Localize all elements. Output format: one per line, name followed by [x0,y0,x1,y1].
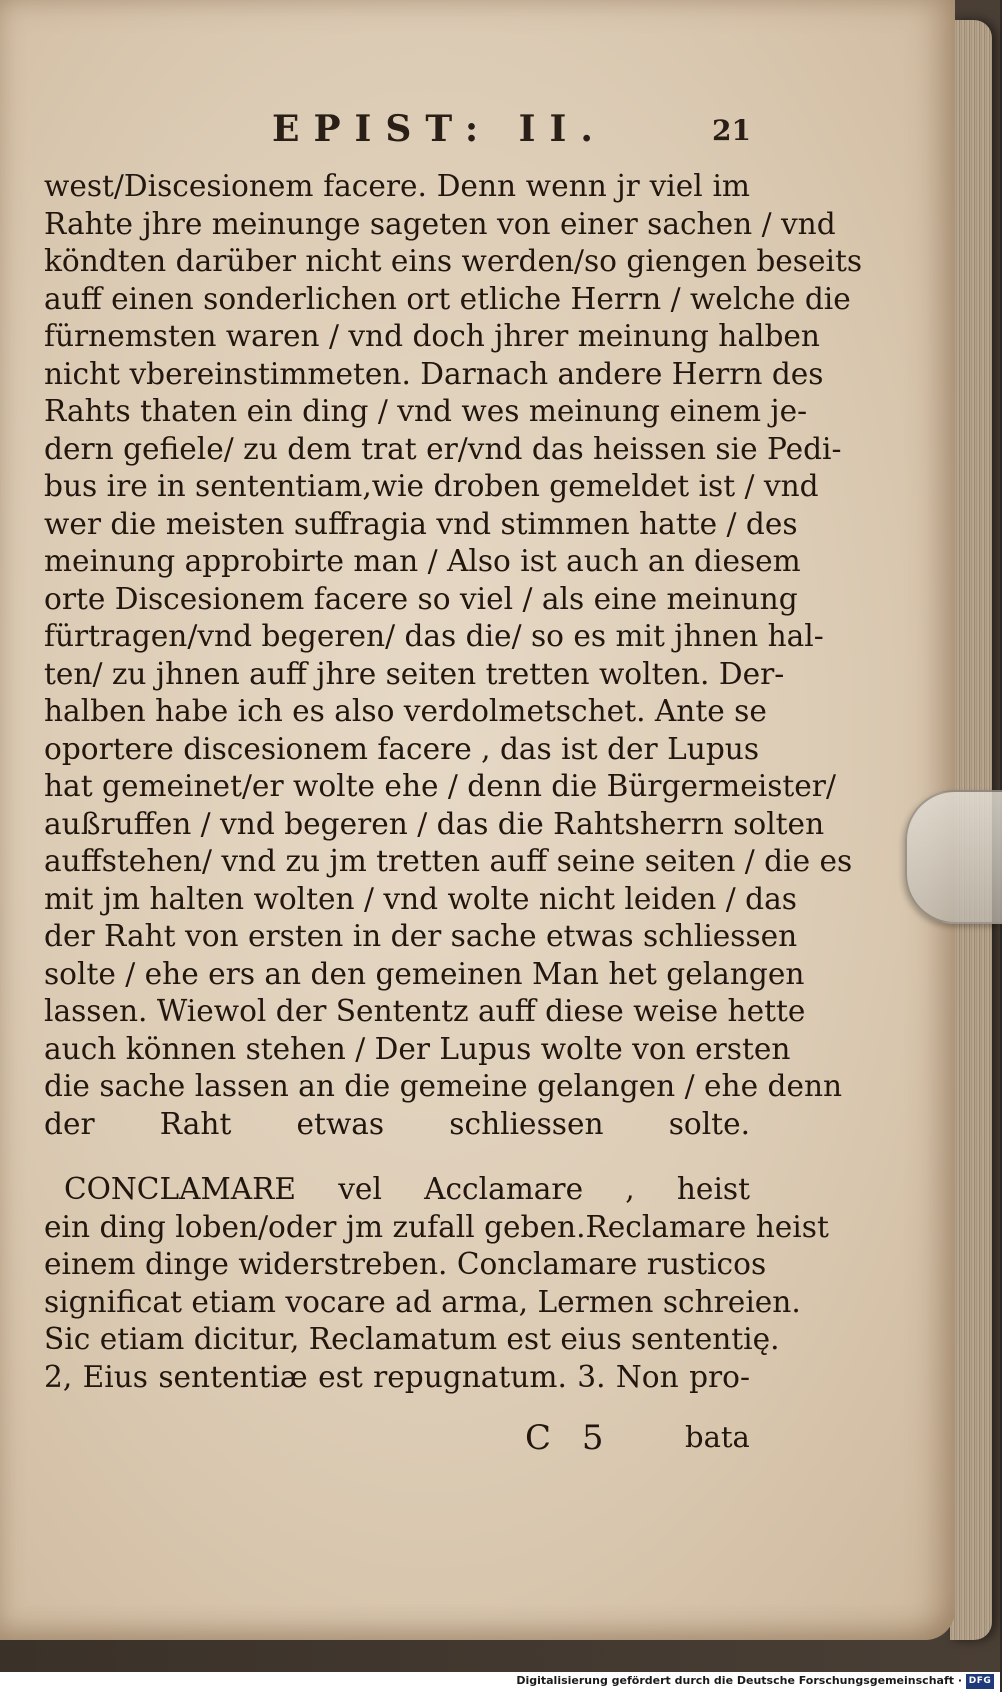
text-line: einem dinge widerstreben. Conclamare rusticos [44,1247,767,1281]
text-line: dern gefiele/ zu dem trat er/vnd das heissen sie Pedi- [44,431,842,466]
running-head: EPIST: II. [272,108,607,150]
text-line: köndten darüber nicht eins werden/so giengen beseits [44,244,863,278]
text-line: solte / ehe ers an den gemeinen Man het gelangen [44,956,805,991]
text-body [44,168,863,1396]
text-line: die sache lassen an die gemeine gelangen / ehe denn [44,1069,843,1103]
text-line: significat etiam vocare ad arma, Lermen schreien. [44,1284,801,1319]
text-line: wer die meisten suffragia vnd stimmen hatte / des [44,506,798,541]
text-line: Rahts thaten ein ding / vnd wes meinung einem je- [44,394,808,428]
text-line: hat gemeinet/er wolte ehe / denn die Bürgermeister/ [44,769,836,803]
text-line: orte Discesionem facere so viel / als eine meinung [44,581,798,616]
text-line: mit jm halten wolten / vnd wolte nicht leiden / das [44,881,797,916]
catchword: bata [685,1420,750,1454]
text-line: außruffen / vnd begeren / das die Rahtsherrn solten [44,806,825,841]
paragraph-1 [44,168,863,1143]
text-line: west/Discesionem facere. Denn wenn jr viel im [44,169,750,203]
text-line: lassen. Wiewol der Sententz auff diese weise hette [44,994,806,1028]
text-line: fürtragen/vnd begeren/ das die/ so es mit jhnen hal- [44,619,824,653]
text-line: fürnemsten waren / vnd doch jhrer meinung halben [44,319,820,353]
text-line: der Raht etwas schliessen solte. [44,1106,750,1141]
text-line: Sic etiam dicitur, Reclamatum est eius sententię. [44,1322,780,1356]
text-line: der Raht von ersten in der sache etwas schliessen [44,919,798,953]
text-line: ten/ zu jhnen auff jhre seiten tretten wolten. Der- [44,656,785,691]
text-line: bus ire in sententiam,wie droben gemeldet ist / vnd [44,469,819,503]
text-line: auff einen sonderlichen ort etliche Herrn / welche die [44,281,851,316]
page-footer [0,1418,955,1468]
paragraph-2 [44,1171,829,1396]
text-line: halben habe ich es also verdolmetschet. Ante se [44,694,767,728]
page-clip [905,790,1002,924]
text-line: CONCLAMARE vel Acclamare , heist [64,1172,750,1206]
text-line: ein ding loben/oder jm zufall geben.Reclamare heist [44,1209,829,1244]
dfg-logo: DFG [966,1674,994,1689]
text-line: meinung approbirte man / Also ist auch an diesem [44,544,801,578]
page-header [0,108,955,158]
text-line: Rahte jhre meinunge sageten von einer sachen / vnd [44,206,836,241]
signature-mark: C 5 [525,1418,614,1458]
text-line: oportere discesionem facere , das ist der Lupus [44,731,760,766]
text-line: nicht vbereinstimmeten. Darnach andere Herrn des [44,356,824,391]
credit-bar [0,1672,1000,1692]
funding-credit: Digitalisierung gefördert durch die Deutsche Forschungsgemeinschaft · [516,1674,962,1687]
text-line: auch können stehen / Der Lupus wolte von ersten [44,1031,791,1066]
page-number: 21 [712,114,751,147]
text-line: 2, Eius sententiæ est repugnatum. 3. Non pro- [44,1359,750,1394]
text-line: auffstehen/ vnd zu jm tretten auff seine seiten / die es [44,844,853,878]
